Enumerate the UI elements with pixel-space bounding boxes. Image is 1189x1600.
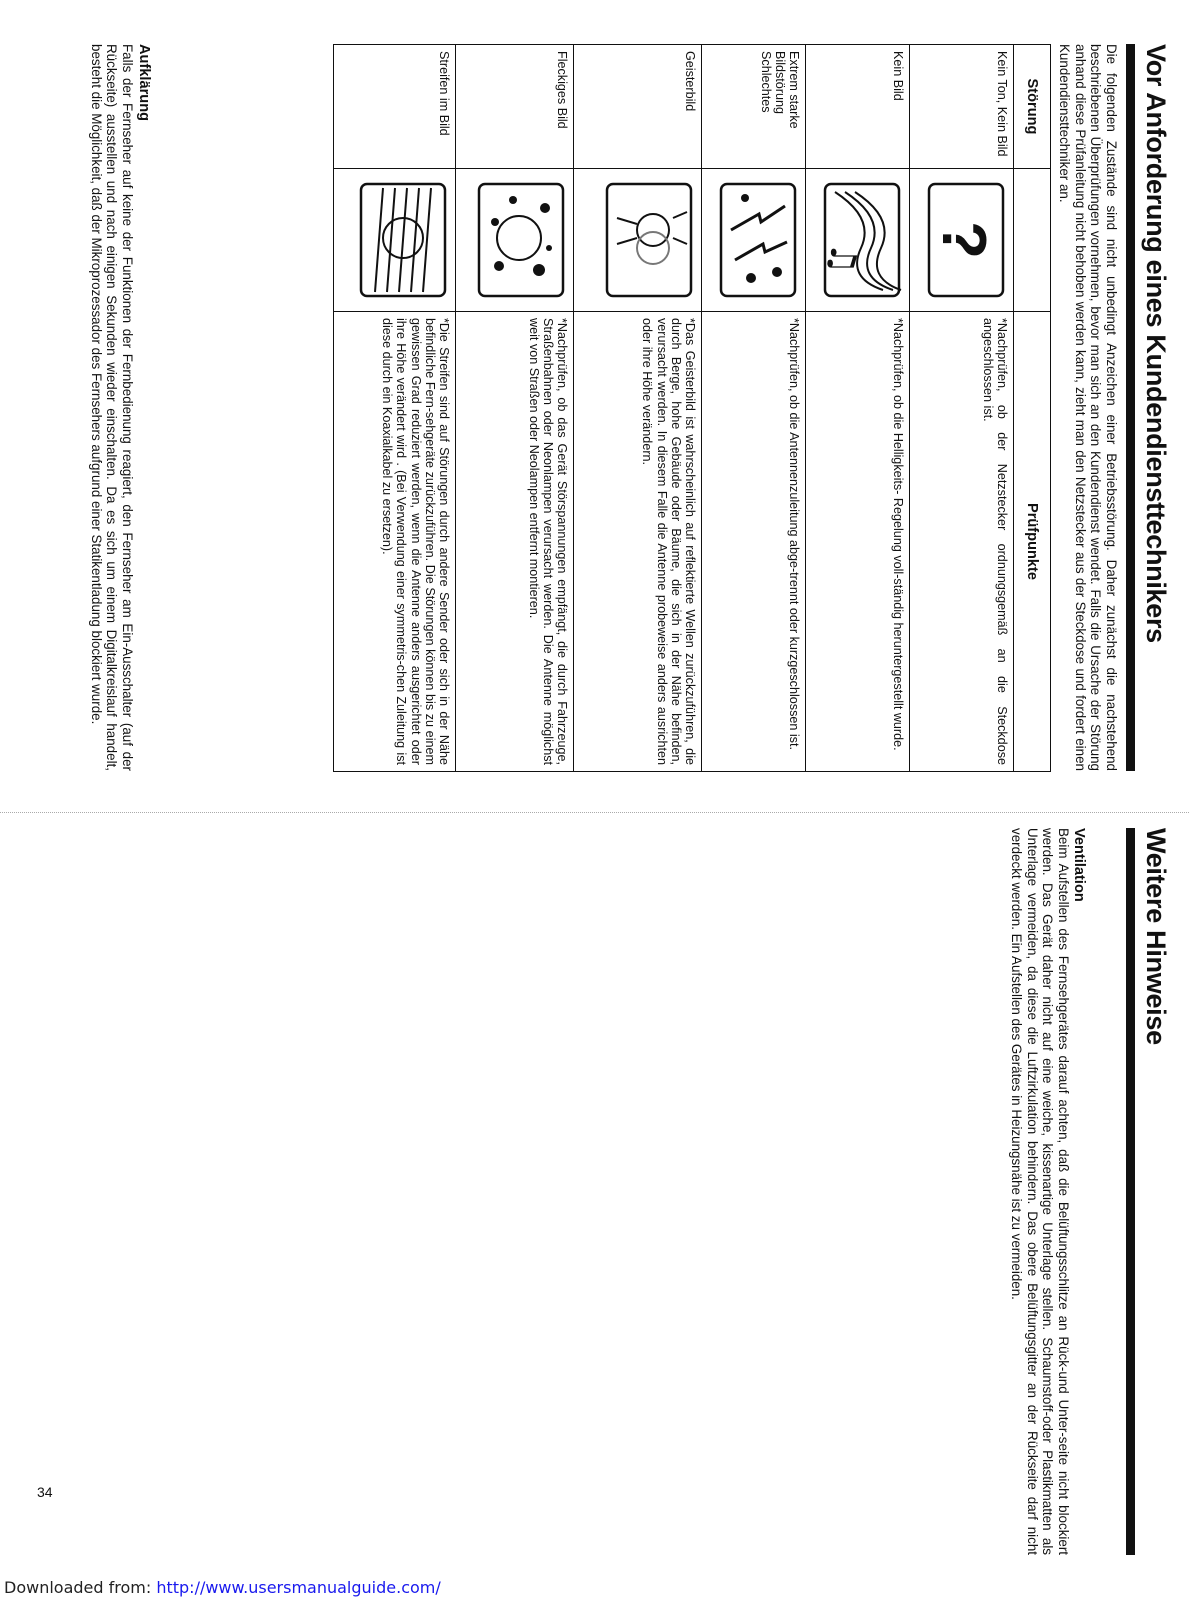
header-pruefpunkte: Prüfpunkte — [1014, 312, 1051, 772]
row-symbol — [574, 169, 702, 312]
ventilation-text: Beim Aufstellen des Fernsehgerätes darauf achten, daß die Belüftungsschlitze an Rück-und Unter-seite nicht blockiert werden. Das Gerät daher nicht auf eine weiche, kissenartige Unterlage stellen. Schaumstoff-oder Plastikmatten als Unterlage vermeiden, da diese die Luftzirkulation behindern. Das obere Belüftungsgitter an der Rückseite darf nicht verdeckt werden. Ein Aufstellen des Gerätes in Heizungsnähe ist zu vermeiden. — [1009, 828, 1071, 1555]
table-row — [334, 45, 456, 772]
table-row — [806, 45, 910, 772]
row-symbol — [456, 169, 574, 312]
row-stoerung: Fleckiges Bild — [456, 45, 574, 169]
page-number: 34 — [37, 1484, 53, 1500]
svg-text:?: ? — [929, 221, 998, 259]
download-footer — [4, 1578, 441, 1597]
table-header-row — [1014, 45, 1051, 772]
row-check: *Nachprüfen, ob die Helligkeits- Regelung voll-ständig heruntergestellt wurde. — [806, 312, 910, 772]
fold-line — [0, 812, 1189, 813]
row-symbol — [910, 169, 1014, 312]
row-stoerung: Extrem starke Bildstörung Schlechtes — [702, 45, 806, 169]
table-row — [702, 45, 806, 772]
aufklaerung-heading: Aufklärung — [136, 44, 152, 122]
section2-title-bar — [1126, 828, 1135, 1555]
table-row — [910, 45, 1014, 772]
aufklaerung-text: Falls der Fernseher auf keine der Funktionen der Fernbedienung reagiert, den Fernseher am Ein-Ausschalter (auf der Rückseite) ausstellen und nach einigen Sekunden wieder einschalten. Da es sich um einem Digitalkreislauf handelt, besteht die Möglichkeit, daß der Mikroprozessador des Fernsehers aufgrund einer Statikentladung blockiert wurde. — [88, 44, 135, 771]
footer-link[interactable]: http://www.usersmanualguide.com/ — [156, 1578, 441, 1597]
header-symbol — [1014, 169, 1051, 312]
ghost-image-icon — [601, 178, 697, 302]
row-check: *Nachprüfen, ob das Gerät Störspannungen empfängt, die durch Fahrzeuge, Straßenbahnen oder Neonlampen verursacht werden. Die Antenne möglichst weit von Straßen oder Neolampen entfernt montieren. — [456, 312, 574, 772]
row-stoerung: Kein Bild — [806, 45, 910, 169]
ventilation-heading: Ventilation — [1071, 828, 1087, 902]
row-stoerung: Geisterbild — [574, 45, 702, 169]
striped-image-icon — [355, 178, 451, 302]
row-symbol — [806, 169, 910, 312]
section1-title: Vor Anforderung eines Kundendiensttechnikers — [1141, 44, 1171, 643]
music-note-icon — [819, 178, 905, 302]
section2-title: Weitere Hinweise — [1141, 828, 1171, 1045]
header-stoerung: Störung — [1014, 45, 1051, 169]
svg-text:♫: ♫ — [822, 241, 863, 275]
row-stoerung: Streifen im Bild — [334, 45, 456, 169]
section1-title-bar — [1126, 44, 1135, 771]
table-row — [574, 45, 702, 772]
row-check: *Die Streifen sind auf Störungen durch andere Sender oder sich in der Nähe befindliche Fern-sehgeräte zurückzuführen. Die Störungen können bis zu einem gewissen Grad reduziert werden, wenn die Antenne anders ausgerichtet oder ihre Höhe verändert wird . (Bei Verwendung einer symmetris-chen Zuleitung ist diese durch ein Koaxialkabel zu ersetzen). — [334, 312, 456, 772]
trouble-table — [333, 44, 1051, 772]
spotted-image-icon — [473, 178, 569, 302]
row-check: *Nachprüfen, ob der Netzstecker ordnungsgemäß an die Steckdose angeschlossen ist. — [910, 312, 1014, 772]
row-check: *Das Geisterbild ist wahrscheinlich auf reflektierte Wellen zurückzuführen, die durch Berge, hohe Gebäude oder Bäume, die sich in der Nähe befinden, verursacht werden. In diesem Falle die Antenne probeweise anders ausrichten oder ihre Höhe verändern. — [574, 312, 702, 772]
table-row — [456, 45, 574, 772]
row-symbol — [334, 169, 456, 312]
row-symbol — [702, 169, 806, 312]
row-stoerung: Kein Ton, Kein Bild — [910, 45, 1014, 169]
question-mark-icon — [923, 178, 1009, 302]
lightning-icon — [715, 178, 801, 302]
footer-prefix: Downloaded from: — [4, 1578, 157, 1597]
row-check: *Nachprüfen, ob die Antennenzuleitung abge-trennt oder kurzgeschlossen ist. — [702, 312, 806, 772]
section1-intro: Die folgenden Zustände sind nicht unbedingt Anzeichen einer Betriebsstörung. Daher zunächst die nachstehend beschriebenen Überprüfungen vornehmen, bevor man sich an den Kundendienst wendet. Falls die Ursache der Störung anhand diese Prüfanleitung nicht behoben werden kann, zieht man den Netzstecker aus der Steckdose und fordert einen Kundendiensttechniker an. — [1057, 44, 1119, 771]
